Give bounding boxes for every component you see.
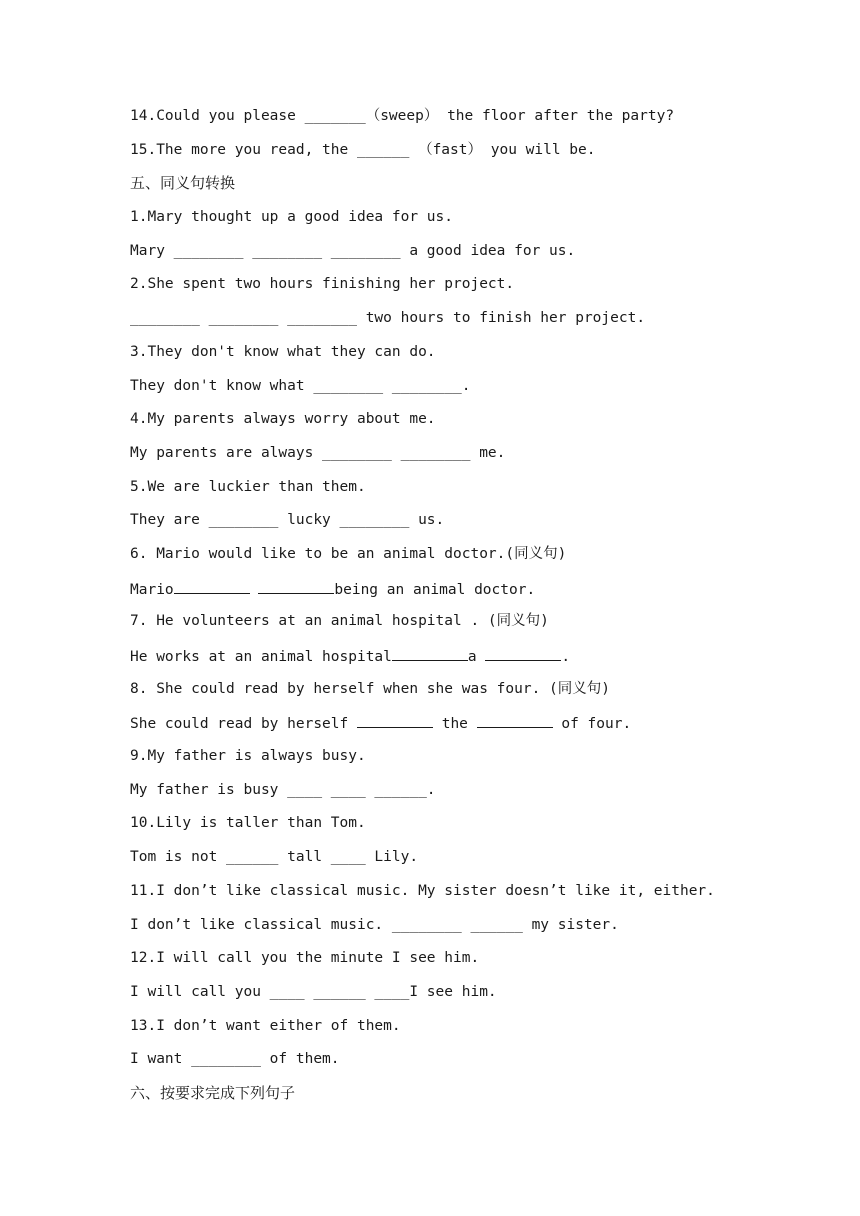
item-3-source: 3.They don't know what they can do. — [130, 343, 436, 360]
item-11-source: 11.I don’t like classical music. My sister doesn’t like it, either. — [130, 882, 715, 899]
item-10-source: 10.Lily is taller than Tom. — [130, 815, 366, 832]
item-6-rewrite-pre: Mario — [130, 581, 174, 598]
item-11-rewrite: I don’t like classical music. ________ ______ my sister. — [130, 916, 619, 933]
item-3-rewrite: They don't know what ________ ________. — [130, 377, 471, 394]
item-7-rewrite-mid: a — [467, 649, 486, 665]
item-8-rewrite — [130, 710, 830, 744]
item-6-rewrite-mid — [250, 582, 259, 598]
answer-blank[interactable] — [258, 576, 334, 594]
item-8-rewrite-pre: She could read by herself — [130, 716, 357, 733]
item-6-rewrite — [130, 576, 830, 610]
answer-blank[interactable] — [485, 643, 561, 661]
answer-blank[interactable] — [477, 710, 553, 728]
item-13-source: 13.I don’t want either of them. — [130, 1017, 401, 1034]
answer-blank[interactable] — [174, 576, 250, 594]
item-9-source: 9.My father is always busy. — [130, 748, 366, 765]
item-7-rewrite — [130, 643, 830, 677]
item-13-rewrite: I want ________ of them. — [130, 1051, 340, 1068]
section-six-heading: 六、按要求完成下列句子 — [130, 1083, 296, 1102]
item-5-source: 5.We are luckier than them. — [130, 478, 366, 495]
item-7-rewrite-pre: He works at an animal hospital — [130, 649, 392, 665]
item-2-rewrite: ________ ________ ________ two hours to finish her project. — [130, 310, 646, 327]
document-page — [130, 104, 830, 1115]
item-10-rewrite: Tom is not ______ tall ____ Lily. — [130, 849, 419, 866]
item-6-source: 6. Mario would like to be an animal doctor.(同义句) — [130, 545, 567, 562]
item-9-rewrite: My father is busy ____ ____ ______. — [130, 781, 436, 798]
item-6-rewrite-post: being an animal doctor. — [334, 581, 536, 598]
item-8-rewrite-post: of four. — [552, 716, 632, 733]
item-12-rewrite: I will call you ____ ______ ____I see him. — [130, 983, 497, 1000]
item-2-source: 2.She spent two hours finishing her project. — [130, 276, 515, 293]
section-five-heading: 五、同义句转换 — [130, 174, 236, 193]
item-12-source: 12.I will call you the minute I see him. — [130, 950, 480, 967]
item-4-rewrite: My parents are always ________ ________ me. — [130, 444, 506, 461]
item-1-source: 1.Mary thought up a good idea for us. — [130, 209, 454, 226]
item-5-rewrite: They are ________ lucky ________ us. — [130, 512, 445, 529]
item-7-rewrite-post: . — [561, 649, 571, 665]
item-8-rewrite-mid: the — [432, 716, 477, 733]
item-1-rewrite: Mary ________ ________ ________ a good idea for us. — [130, 242, 576, 259]
question-15: 15.The more you read, the ______ （fast） you will be. — [130, 141, 596, 158]
answer-blank[interactable] — [392, 643, 468, 661]
question-14: 14.Could you please _______（sweep） the floor after the party? — [130, 108, 675, 124]
answer-blank[interactable] — [357, 710, 433, 728]
item-7-source: 7. He volunteers at an animal hospital . (同义句) — [130, 613, 549, 630]
item-8-source: 8. She could read by herself when she was four. (同义句) — [130, 680, 610, 697]
item-4-source: 4.My parents always worry about me. — [130, 411, 436, 428]
